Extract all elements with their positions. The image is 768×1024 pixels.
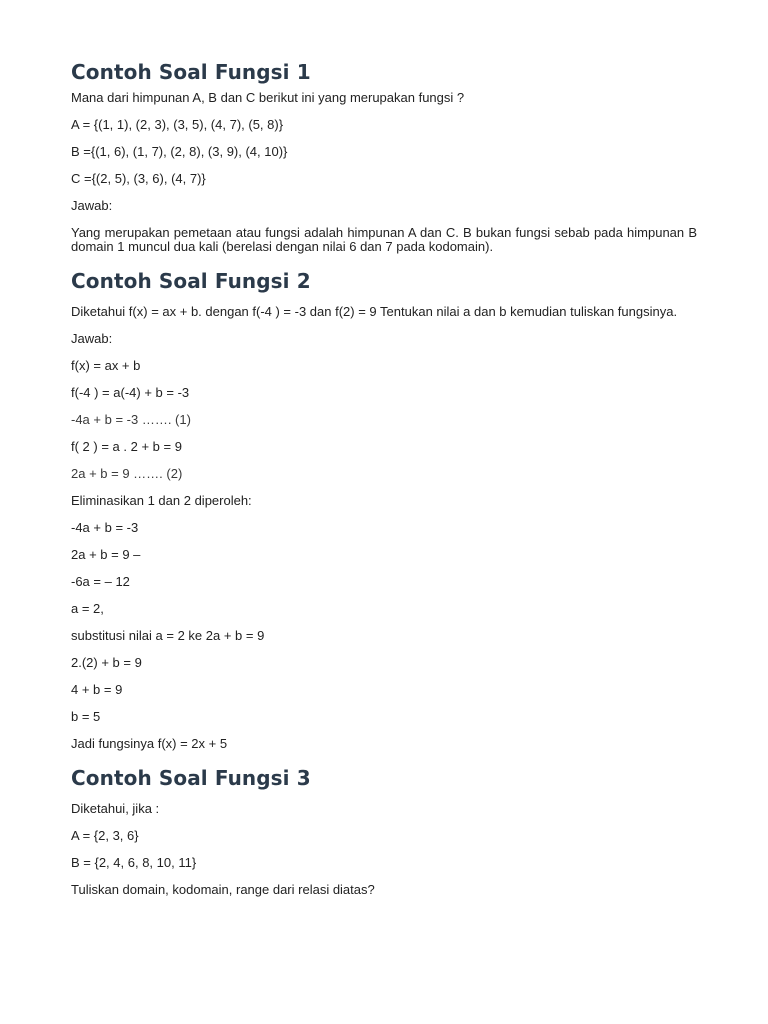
set-b: B ={(1, 6), (1, 7), (2, 8), (3, 9), (4, 10)} bbox=[71, 144, 288, 159]
equation-line: 2a + b = 9 – bbox=[71, 547, 141, 562]
equation-line: -4a + b = -3 bbox=[71, 520, 139, 535]
section-soal-3 bbox=[71, 764, 697, 897]
question-text: Diketahui f(x) = ax + b. dengan f(-4 ) = -3 dan f(2) = 9 Tentukan nilai a dan b kemudian tuliskan fungsinya. bbox=[71, 304, 678, 319]
set-c: C ={(2, 5), (3, 6), (4, 7)} bbox=[71, 171, 206, 186]
question-text: Tuliskan domain, kodomain, range dari relasi diatas? bbox=[71, 882, 375, 897]
equation-line: b = 5 bbox=[71, 709, 101, 724]
section-title: Contoh Soal Fungsi 2 bbox=[71, 269, 311, 293]
equation-line: -6a = – 12 bbox=[71, 574, 130, 589]
answer-label: Jawab: bbox=[71, 331, 113, 346]
answer-label: Jawab: bbox=[71, 198, 113, 213]
document-content bbox=[71, 58, 697, 910]
equation-line: 2a + b = 9 ……. (2) bbox=[71, 466, 183, 481]
equation-line: f(-4 ) = a(-4) + b = -3 bbox=[71, 385, 190, 400]
equation-line: Eliminasikan 1 dan 2 diperoleh: bbox=[71, 493, 252, 508]
equation-line: f( 2 ) = a . 2 + b = 9 bbox=[71, 439, 182, 454]
equation-line: 4 + b = 9 bbox=[71, 682, 123, 697]
equation-line: 2.(2) + b = 9 bbox=[71, 655, 142, 670]
question-text: Diketahui, jika : bbox=[71, 801, 160, 816]
section-title: Contoh Soal Fungsi 1 bbox=[71, 60, 311, 84]
answer-text: Yang merupakan pemetaan atau fungsi adalah himpunan A dan C. B bukan fungsi sebab pada himpunan B domain 1 muncul dua kali (berelasi dengan nilai 6 dan 7 pada kodomain). bbox=[71, 225, 697, 254]
section-soal-2 bbox=[71, 267, 697, 751]
conclusion-line: Jadi fungsinya f(x) = 2x + 5 bbox=[71, 736, 228, 751]
section-title: Contoh Soal Fungsi 3 bbox=[71, 766, 311, 790]
set-a: A = {(1, 1), (2, 3), (3, 5), (4, 7), (5, 8)} bbox=[71, 117, 284, 132]
set-b: B = {2, 4, 6, 8, 10, 11} bbox=[71, 855, 197, 870]
equation-line: a = 2, bbox=[71, 601, 104, 616]
question-text: Mana dari himpunan A, B dan C berikut ini yang merupakan fungsi ? bbox=[71, 90, 465, 105]
equation-line: -4a + b = -3 ……. (1) bbox=[71, 412, 191, 427]
set-a: A = {2, 3, 6} bbox=[71, 828, 139, 843]
equation-line: f(x) = ax + b bbox=[71, 358, 141, 373]
equation-line: substitusi nilai a = 2 ke 2a + b = 9 bbox=[71, 628, 265, 643]
section-soal-1 bbox=[71, 58, 697, 254]
